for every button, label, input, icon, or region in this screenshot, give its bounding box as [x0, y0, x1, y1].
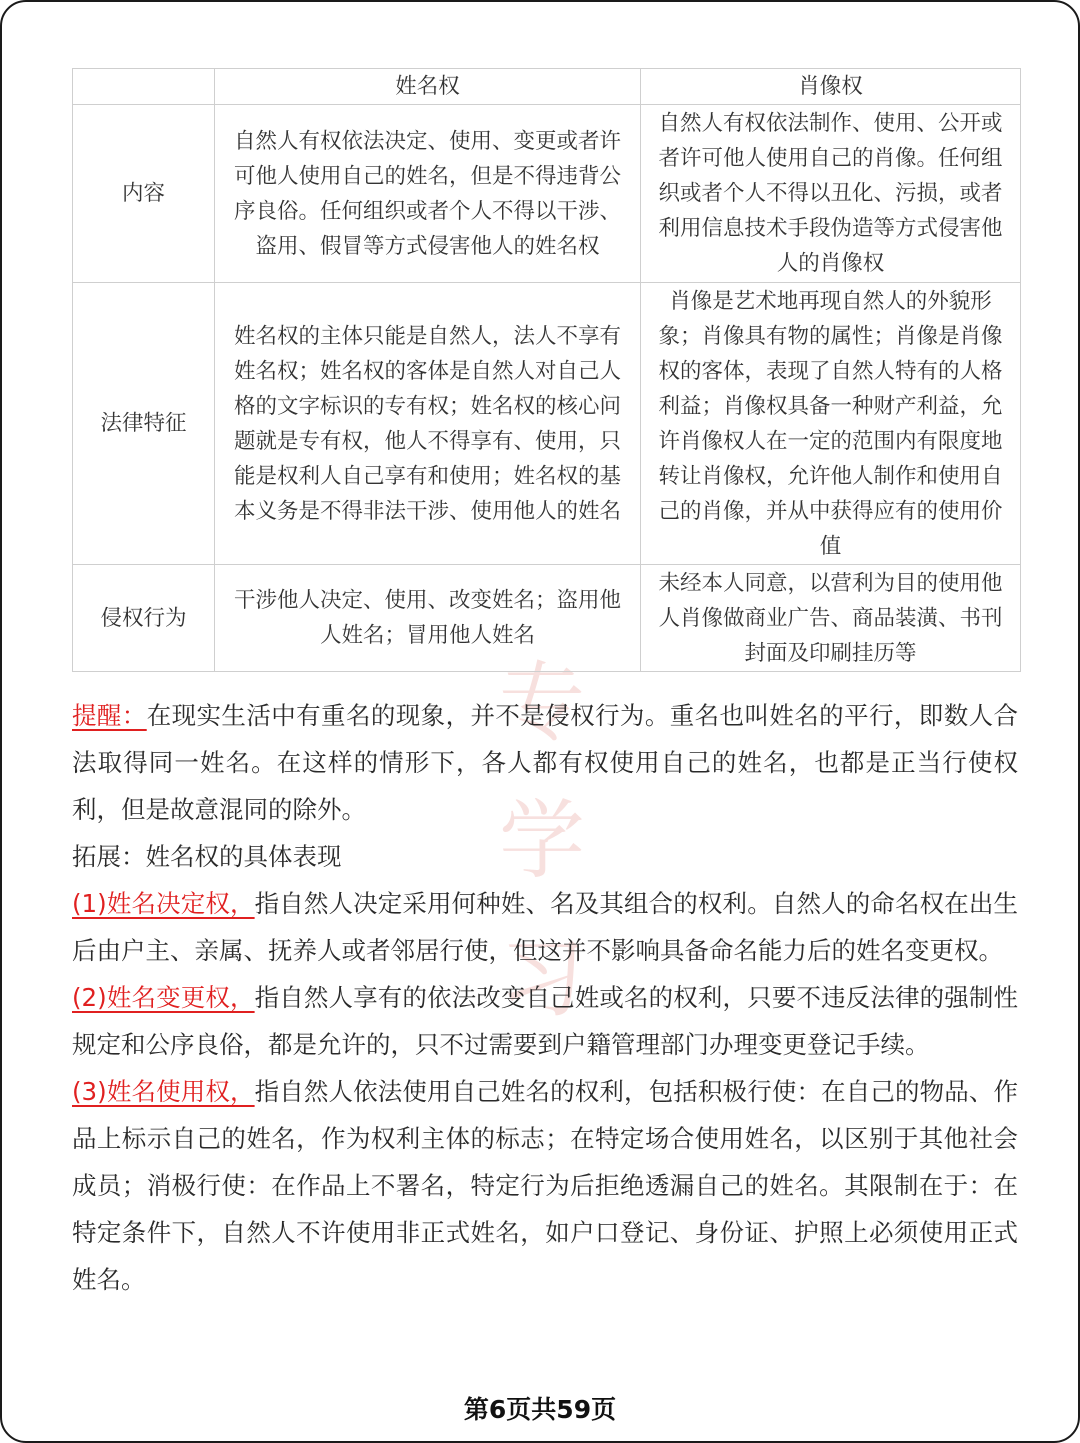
watermark-char-3: 习 [499, 929, 585, 1029]
watermark-char-1: 专 [499, 653, 585, 753]
cell-portrait-right-features: 肖像是艺术地再现自然人的外貌形象；肖像具有物的属性；肖像是肖像权的客体，表现了自然人特有的人格利益；肖像权具备一种财产利益，允许肖像权人在一定的范围内有限度地转让肖像权，允许他人制作和使用自己的肖像，并从中获得应有的使用价值 [641, 283, 1021, 565]
item-label-decision: (1)姓名决定权， [72, 889, 255, 918]
table-row [73, 565, 1021, 672]
item-text-use: 指自然人依法使用自己姓名的权利，包括积极行使：在自己的物品、作品上标示自己的姓名，作为权利主体的标志；在特定场合使用姓名，以区别于其他社会成员；消极行使：在作品上不署名，特定行为后拒绝透漏自己的姓名。其限制在于：在特定条件下，自然人不许使用非正式姓名，如户口登记、身份证、护照上必须使用正式姓名。 [72, 1077, 1018, 1294]
cell-portrait-right-infringement: 未经本人同意，以营利为目的使用他人肖像做商业广告、商品装潢、书刊封面及印刷挂历等 [641, 565, 1021, 672]
reminder-text: 在现实生活中有重名的现象，并不是侵权行为。重名也叫姓名的平行，即数人合法取得同一姓名。在这样的情形下，各人都有权使用自己的姓名，也都是正当行使权利，但是故意混同的除外。 [72, 701, 1018, 824]
body-text [72, 692, 1018, 1303]
item-label-use: (3)姓名使用权， [72, 1077, 255, 1106]
cell-name-right-content: 自然人有权依法决定、使用、变更或者许可他人使用自己的姓名，但是不得违背公序良俗。任何组织或者个人不得以干涉、盗用、假冒等方式侵害他人的姓名权 [215, 105, 641, 283]
header-empty-cell [73, 69, 215, 105]
row-label-content: 内容 [73, 105, 215, 283]
item-text-decision: 指自然人决定采用何种姓、名及其组合的权利。自然人的命名权在出生后由户主、亲属、抚养人或者邻居行使，但这并不影响具备命名能力后的姓名变更权。 [72, 889, 1018, 965]
table-row [73, 105, 1021, 283]
row-label-infringement: 侵权行为 [73, 565, 215, 672]
watermark-char-2: 学 [499, 791, 585, 891]
page-number: 第6页共59页 [463, 1395, 617, 1424]
row-label-legal-features: 法律特征 [73, 283, 215, 565]
header-name-right: 姓名权 [215, 69, 641, 105]
item-text-change: 指自然人享有的依法改变自己姓或名的权利，只要不违反法律的强制性规定和公序良俗，都是允许的，只不过需要到户籍管理部门办理变更登记手续。 [72, 983, 1018, 1059]
table-row [73, 283, 1021, 565]
cell-portrait-right-content: 自然人有权依法制作、使用、公开或者许可他人使用自己的肖像。任何组织或者个人不得以丑化、污损，或者利用信息技术手段伪造等方式侵害他人的肖像权 [641, 105, 1021, 283]
list-item [72, 880, 1018, 974]
list-item [72, 1068, 1018, 1303]
header-portrait-right: 肖像权 [641, 69, 1021, 105]
extension-title: 拓展：姓名权的具体表现 [72, 842, 342, 871]
comparison-table [72, 68, 1021, 672]
cell-name-right-infringement: 干涉他人决定、使用、改变姓名；盗用他人姓名；冒用他人姓名 [215, 565, 641, 672]
reminder-paragraph [72, 692, 1018, 833]
item-label-change: (2)姓名变更权， [72, 983, 255, 1012]
list-item [72, 974, 1018, 1068]
reminder-label: 提醒： [72, 701, 147, 730]
cell-name-right-features: 姓名权的主体只能是自然人，法人不享有姓名权；姓名权的客体是自然人对自己人格的文字标识的专有权；姓名权的核心问题就是专有权，他人不得享有、使用，只能是权利人自己享有和使用；姓名权的基本义务是不得非法干涉、使用他人的姓名 [215, 283, 641, 565]
table-header-row [73, 69, 1021, 105]
